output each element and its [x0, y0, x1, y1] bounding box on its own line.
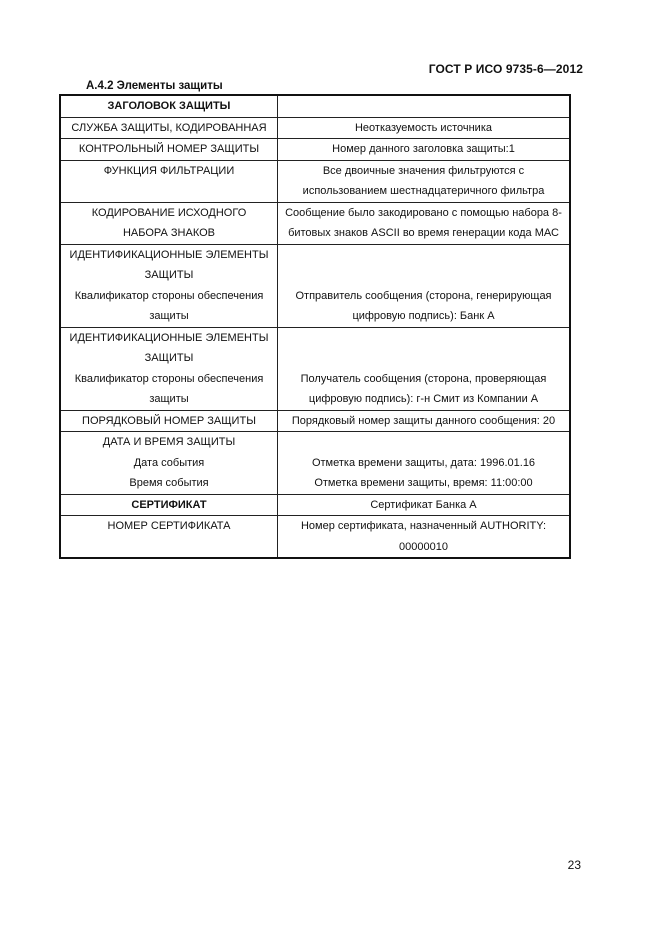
security-elements-table: [59, 94, 571, 559]
page-number: 23: [567, 858, 581, 872]
time-value-line: Отметка времени защиты, время: 11:00:00: [314, 477, 533, 489]
id-label-line: ИДЕНТИФИКАЦИОННЫЕ ЭЛЕМЕНТЫ: [69, 331, 269, 344]
filter-value-line: использованием шестнадцатеричного фильтра: [302, 185, 545, 197]
time-label-line: Время события: [129, 477, 209, 489]
id-label-line: ИДЕНТИФИКАЦИОННЫЕ ЭЛЕМЕНТЫ: [69, 248, 269, 261]
qualifier-line: Квалификатор стороны обеспечения: [74, 372, 264, 385]
service-label: СЛУЖБА ЗАЩИТЫ, КОДИРОВАННАЯ: [60, 117, 278, 139]
table-row: [60, 244, 570, 327]
id-label-line: ЗАЩИТЫ: [144, 352, 194, 364]
qualifier-line: Квалификатор стороны обеспечения: [74, 289, 264, 302]
id-label-line: ЗАЩИТЫ: [144, 269, 194, 281]
table-row: [60, 432, 570, 495]
standard-designation: ГОСТ Р ИСО 9735-6—2012: [428, 62, 583, 76]
table-row: [60, 516, 570, 559]
certnum-value-line: 00000010: [399, 540, 448, 553]
id-elements-value: [278, 327, 571, 410]
header-value: [278, 95, 571, 117]
table-row: [60, 160, 570, 202]
id-value-line: цифровую подпись): г-н Смит из Компании А: [308, 393, 539, 405]
date-label-line: Дата события: [133, 456, 205, 469]
section-title: А.4.2 Элементы защиты: [86, 80, 223, 92]
table-row: [60, 202, 570, 244]
certificate-number-label: НОМЕР СЕРТИФИКАТА: [60, 516, 278, 559]
qualifier-line: защиты: [149, 393, 189, 405]
blank-line: [281, 328, 566, 349]
filter-value-line: Все двоичные значения фильтруются с: [322, 164, 525, 177]
table-row: [60, 95, 570, 117]
table-row: [60, 139, 570, 161]
certnum-value-line: Номер сертификата, назначенный AUTHORITY:: [300, 520, 547, 532]
table-row: [60, 494, 570, 516]
datetime-label: [60, 432, 278, 495]
blank-line: [281, 265, 566, 286]
blank-line: [281, 432, 566, 453]
control-value: Номер данного заголовка защиты:1: [278, 139, 571, 161]
sequence-label: ПОРЯДКОВЫЙ НОМЕР ЗАЩИТЫ: [60, 410, 278, 432]
encoding-label-line: КОДИРОВАНИЕ ИСХОДНОГО: [91, 206, 247, 219]
date-value-line: Отметка времени защиты, дата: 1996.01.16: [311, 456, 536, 469]
service-value: Неотказуемость источника: [278, 117, 571, 139]
certificate-label: СЕРТИФИКАТ: [60, 494, 278, 516]
sequence-value: Порядковый номер защиты данного сообщения: 20: [278, 410, 571, 432]
encoding-label: [60, 202, 278, 244]
encoding-label-line: НАБОРА ЗНАКОВ: [122, 227, 216, 239]
blank-line: [281, 245, 566, 266]
qualifier-line: защиты: [149, 310, 189, 322]
filter-value: [278, 160, 571, 202]
control-label: КОНТРОЛЬНЫЙ НОМЕР ЗАЩИТЫ: [60, 139, 278, 161]
encoding-value-line: битовых знаков ASCII во время генерации кода МАС: [288, 227, 559, 239]
id-elements-label: [60, 244, 278, 327]
encoding-value: [278, 202, 571, 244]
datetime-label-line: ДАТА И ВРЕМЯ ЗАЩИТЫ: [102, 436, 236, 448]
id-value-line: Получатель сообщения (сторона, проверяющая: [300, 372, 547, 385]
id-value-line: цифровую подпись): Банк А: [352, 310, 495, 322]
datetime-value: [278, 432, 571, 495]
header-cell: ЗАГОЛОВОК ЗАЩИТЫ: [60, 95, 278, 117]
table-row: [60, 410, 570, 432]
table-row: [60, 327, 570, 410]
certificate-value: Сертификат Банка А: [278, 494, 571, 516]
certificate-number-value: [278, 516, 571, 559]
id-elements-value: [278, 244, 571, 327]
blank-line: [281, 348, 566, 369]
encoding-value-line: Сообщение было закодировано с помощью набора 8-: [285, 206, 562, 219]
id-value-line: Отправитель сообщения (сторона, генерирующая: [295, 289, 552, 302]
table-row: [60, 117, 570, 139]
id-elements-label: [60, 327, 278, 410]
filter-label: ФУНКЦИЯ ФИЛЬТРАЦИИ: [60, 160, 278, 202]
